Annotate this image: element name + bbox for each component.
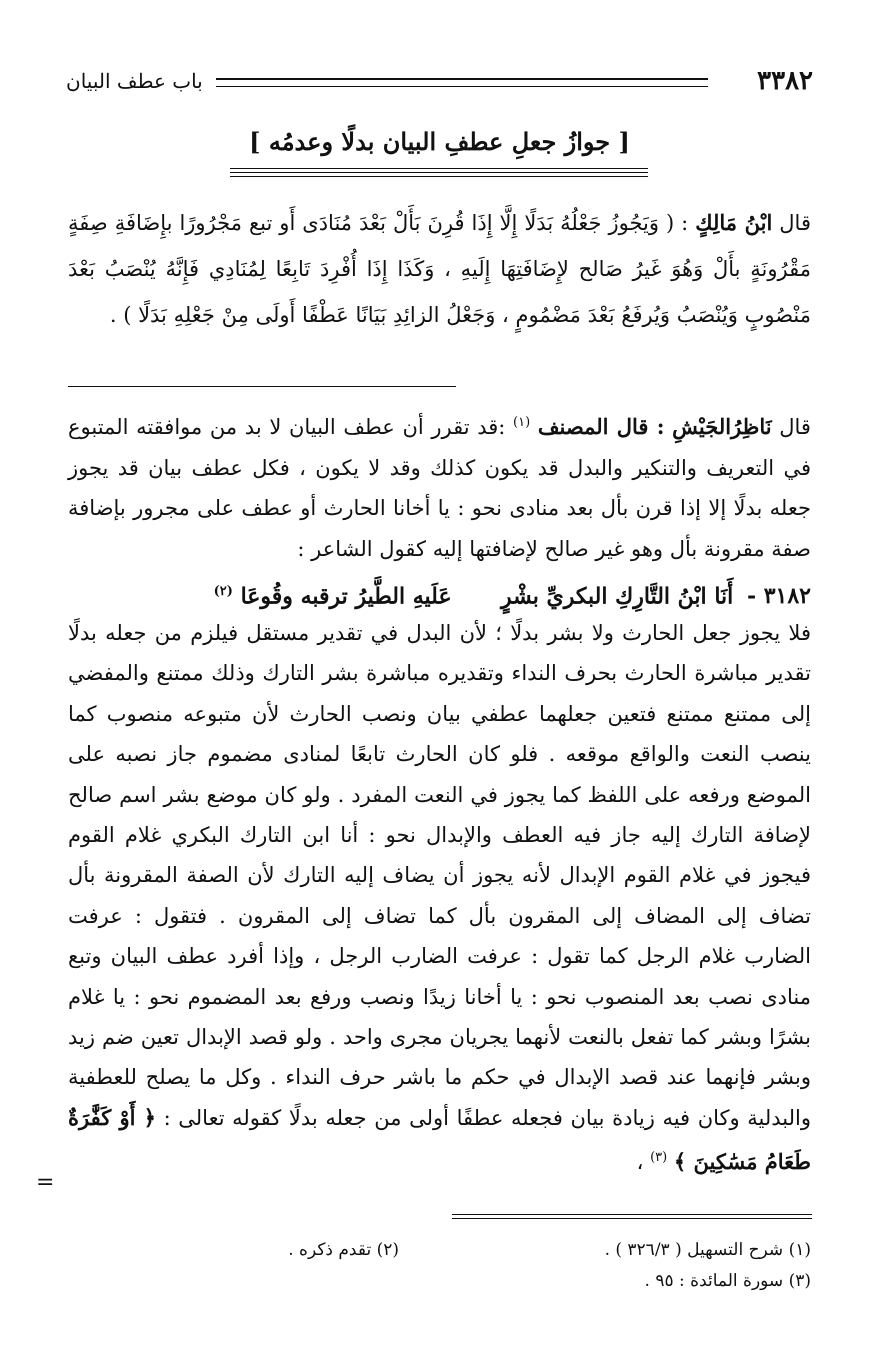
sharh-paragraph-2 [68,613,811,1183]
page-header [66,64,813,98]
section-title: [ جوازُ جعلِ عطفِ البيان بدلًا وعدمُه ] [249,127,630,156]
footnote-2: (٢) تقدم ذكره . [288,1240,399,1260]
verse-second-hemistich: عَلَيهِ الطَّيرُ ترقبه وقُوعَا [240,583,452,610]
footnote-separator [452,1214,812,1222]
footnote-ref-2[interactable]: (٢) [213,584,233,599]
footnote-1: (١) شرح التسهيل ( ٣٢٦/٣ ) . [604,1240,811,1260]
continuation-mark: = [36,1170,55,1195]
matn-paragraph [68,200,811,338]
poetry-verse [68,572,811,616]
sentence-tail: ، [636,1150,644,1175]
matn-end-rule [68,386,456,387]
verse-number: ٣١٨٢ - [746,583,811,610]
running-title: باب عطف البيان [66,69,203,93]
sharh-intro: قال [779,415,811,439]
sharh-paragraph-1 [68,403,811,569]
section-heading [0,122,879,162]
footnote-ref-1[interactable]: (١) [513,415,531,430]
verse-first-hemistich: أَنَا ابْنُ التَّارِكِ البكريِّ بشْرٍ [500,583,734,610]
matn-intro: قال [779,211,811,235]
section-title-rules [230,168,648,180]
sharh-speaker: نَاظِرُالجَيْشِ [672,414,772,439]
footnote-3: (٣) سورة المائدة : ٩٥ . [644,1271,811,1291]
header-rule [216,78,708,87]
musannif-label: : قال المصنف [537,414,665,439]
sharh-text-1: :قد تقرر أن عطف البيان لا بد من موافقته المتبوع في التعريف والتنكير والبدل قد يكون كذلك وقد لا يكون ، فكل عطف بيان قد يجوز جعله بدلًا إلا إذا قرن بأل بعد منادى نحو : يا أخانا الحارث أو عطف على مجرور بإضافة صفة مقرونة بأل وهو غير صالح لإضافتها إليه كقول الشاعر : [68,415,811,561]
matn-text: : ( وَيَجُوزُ جَعْلُهُ بَدَلًا إِلَّا إِذَا قُرِنَ بَأَلْ بَعْدَ مُنَادَى أَو تبع مَجْرُورًا بإِضَافَةِ صِفَةٍ مَقْرُونَةٍ بأَلْ وَهُوَ غَيرُ صَالح لإِضَافَتِهَا إِلَيهِ ، وَكَذَا إِذَا أُفْرِدَ تَابِعًا لِمُنَادِي فَإِنَّهُ يُنْصَبُ بَعْدَ مَنْصُوبٍ وَيُنْصَبُ وَيُرفَعُ بَعْدَ مَضْمُومٍ ، وَجَعْلُ الزائِدِ بَيَانًا عَطْفًا أَولَى مِنْ جَعْلِهِ بَدَلًا ) . [68,211,811,327]
page-number: ٣٣٨٢ [757,66,813,96]
quran-quote: ﴿ أَوْ كَفَّٰرَةٌ طَعَامُ مَسَٰكِينَ ﴾ [68,1104,811,1175]
footnote-ref-3[interactable]: (٣) [650,1150,668,1166]
matn-speaker: ابْنُ مَالِكٍ [695,210,773,235]
sharh-text-2: فلا يجوز جعل الحارث ولا بشر بدلًا ؛ لأن البدل في تقدير مستقل فيلزم من جعله بدلًا تقدير مباشرة الحارث بحرف النداء وتقديره مباشرة بشر التارك وذلك ممتنع والمفضي إلى ممتنع ممتنع فتعين جعلهما عطفي بيان ونصب الحارث لأن متبوعه منصوب كما ينصب النعت والواقع موقعه . فلو كان الحارث تابعًا لمنادى مضموم جاز نصبه على الموضع ورفعه على اللفظ كما يجوز في النعت المفرد . ولو كان موضع بشر اسم صالح لإضافة التارك إليه جاز فيه العطف والإبدال نحو : أنا ابن التارك البكري غلام القوم فيجوز في غلام القوم الإبدال لأنه يجوز أن يضاف إليه التارك لأن الصفة المقرونة بأل تضاف إلى المضاف إلى المقرون بأل كما تضاف إلى المقرون . فتقول : عرفت الضارب غلام الرجل كما تقول : عرفت الضارب الرجل ، وإذا أفرد عطف البيان وتبع منادى نصب بعد المنصوب نحو : يا أخانا زيدًا ونصب ورفع بعد المضموم نحو : يا غلام بشرًا وبشر كما تفعل بالنعت لأنهما يجريان مجرى واحد . ولو قصد الإبدال تعين ضم زيد وبشر فإنهما عند قصد الإبدال في حكم ما باشر حرف النداء . وكل ما يصلح للعطفية والبدلية وكان فيه زيادة بيان فجعله عطفًا أولى من جعله بدلًا كقوله تعالى : [68,621,812,1130]
